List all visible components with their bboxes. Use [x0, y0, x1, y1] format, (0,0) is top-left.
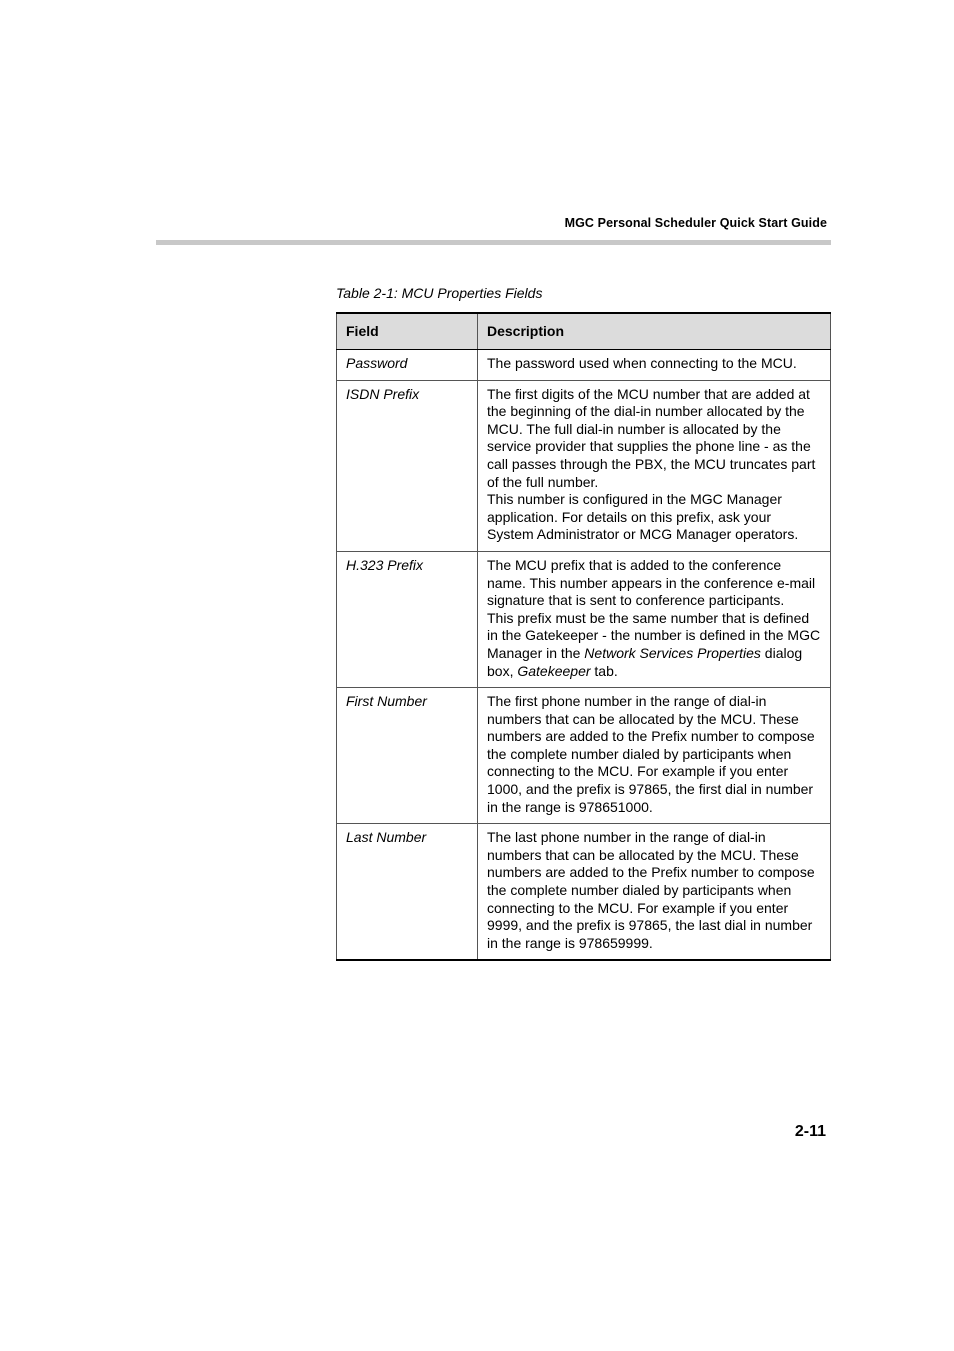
description-text: This prefix must be the same number that is defined in the Gatekeeper - the number is defined in the MGC Manager in the	[487, 609, 821, 661]
column-header-field: Field	[337, 313, 478, 350]
field-name-cell: Password	[337, 350, 478, 381]
description-paragraph	[487, 829, 821, 952]
table-row	[337, 380, 831, 551]
emphasized-text: Gatekeeper	[517, 662, 591, 679]
table-row	[337, 551, 831, 687]
description-paragraph	[487, 693, 821, 816]
table-header-row	[337, 313, 831, 350]
description-paragraph	[487, 557, 821, 610]
description-text: The MCU prefix that is added to the conference name. This number appears in the conference e-mail signature that is sent to conference participants.	[487, 556, 816, 609]
running-header: MGC Personal Scheduler Quick Start Guide	[564, 216, 827, 230]
description-paragraph	[487, 610, 821, 680]
column-header-description: Description	[478, 313, 831, 350]
description-cell	[478, 824, 831, 961]
description-text: The first digits of the MCU number that are added at the beginning of the dial-in number allocated by the MCU. The full dial-in number is allocated by the service provider that supplies the phone line - as the call passes through the PBX, the MCU truncates part of the full number.	[487, 385, 816, 490]
description-cell	[478, 350, 831, 381]
description-text: This number is configured in the MGC Manager application. For details on this prefix, ask your System Administrator or MCG Manager operators.	[487, 491, 799, 543]
description-cell	[478, 688, 831, 824]
description-paragraph	[487, 491, 821, 544]
description-text: The first phone number in the range of dial-in numbers that can be allocated by the MCU. These numbers are added to the Prefix number to compose the complete number dialed by participants when connecting to the MCU. For example if you enter 1000, and the prefix is 97865, the first dial in number in the range is 978651000.	[487, 693, 815, 815]
emphasized-text: Network Services Properties	[584, 644, 761, 661]
field-name-cell: ISDN Prefix	[337, 380, 478, 551]
description-paragraph	[487, 355, 821, 373]
table-caption: Table 2-1: MCU Properties Fields	[336, 285, 543, 301]
description-text: dialog box,	[487, 644, 803, 679]
header-rule	[156, 240, 831, 245]
field-name-cell: First Number	[337, 688, 478, 824]
table-row	[337, 350, 831, 381]
table-row	[337, 824, 831, 961]
description-text: tab.	[590, 662, 618, 679]
field-name-cell: Last Number	[337, 824, 478, 961]
description-paragraph	[487, 386, 821, 492]
field-name-cell: H.323 Prefix	[337, 551, 478, 687]
page-number: 2-11	[794, 1123, 826, 1140]
mcu-properties-table	[336, 312, 831, 961]
description-text: The last phone number in the range of dial-in numbers that can be allocated by the MCU. These numbers are added to the Prefix number to compose the complete number dialed by participants when connecting to the MCU. For example if you enter 9999, and the prefix is 97865, the last dial in number in the range is 978659999.	[487, 829, 815, 951]
description-cell	[478, 551, 831, 687]
description-cell	[478, 380, 831, 551]
description-text: The password used when connecting to the MCU.	[487, 355, 797, 371]
table-body	[337, 350, 831, 961]
table-row	[337, 688, 831, 824]
